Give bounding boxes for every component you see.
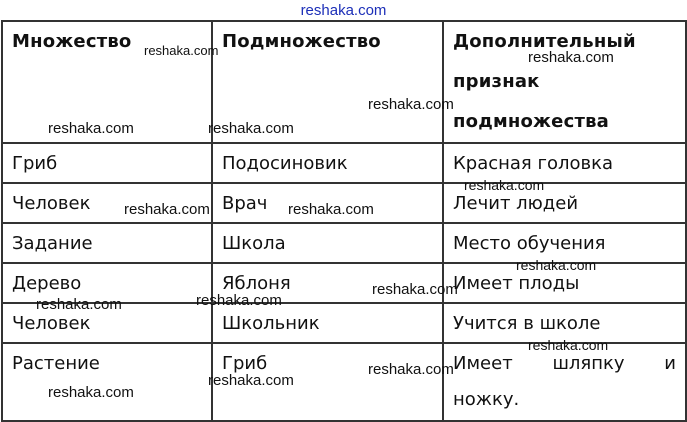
header-feature: Дополнительный признак подмножества — [443, 21, 686, 143]
watermark: reshaka.com — [368, 361, 454, 378]
table-row — [2, 343, 686, 421]
watermark: reshaka.com — [288, 201, 374, 218]
cell-feature: Имеет плоды — [443, 263, 686, 303]
cell-feature: Лечит людей — [443, 183, 686, 223]
subset-table — [1, 20, 687, 422]
watermark: reshaka.com — [464, 177, 545, 193]
watermark: reshaka.com — [528, 337, 609, 353]
table-row — [2, 143, 686, 183]
cell-set: Дерево — [2, 263, 212, 303]
watermark: reshaka.com — [516, 257, 597, 273]
top-watermark: reshaka.com — [300, 2, 387, 19]
watermark: reshaka.com — [48, 120, 134, 137]
watermark: reshaka.com — [124, 201, 210, 218]
cell-subset: Врач — [212, 183, 443, 223]
cell-subset: Яблоня — [212, 263, 443, 303]
cell-set: Задание — [2, 223, 212, 263]
cell-feature: Учится в школе — [443, 303, 686, 343]
cell-feature: Место обучения — [443, 223, 686, 263]
watermark: reshaka.com — [208, 372, 294, 389]
watermark: reshaka.com — [528, 49, 614, 66]
watermark: reshaka.com — [48, 384, 134, 401]
watermark: reshaka.com — [372, 281, 458, 298]
header-set: Множество — [2, 21, 212, 143]
cell-set: Гриб — [2, 143, 212, 183]
cell-feature: Красная головка — [443, 143, 686, 183]
cell-feature: Имеет шляпку и ножку. — [443, 343, 686, 421]
cell-subset: Школьник — [212, 303, 443, 343]
watermark: reshaka.com — [36, 296, 122, 313]
cell-subset: Школа — [212, 223, 443, 263]
header-subset: Подмножество — [212, 21, 443, 143]
cell-subset: Подосиновик — [212, 143, 443, 183]
cell-subset: Гриб — [212, 343, 443, 421]
cell-set: Человек — [2, 303, 212, 343]
cell-set: Растение — [2, 343, 212, 421]
watermark: reshaka.com — [368, 96, 454, 113]
watermark: reshaka.com — [196, 292, 282, 309]
watermark: reshaka.com — [208, 120, 294, 137]
cell-set: Человек — [2, 183, 212, 223]
watermark: reshaka.com — [144, 43, 219, 58]
